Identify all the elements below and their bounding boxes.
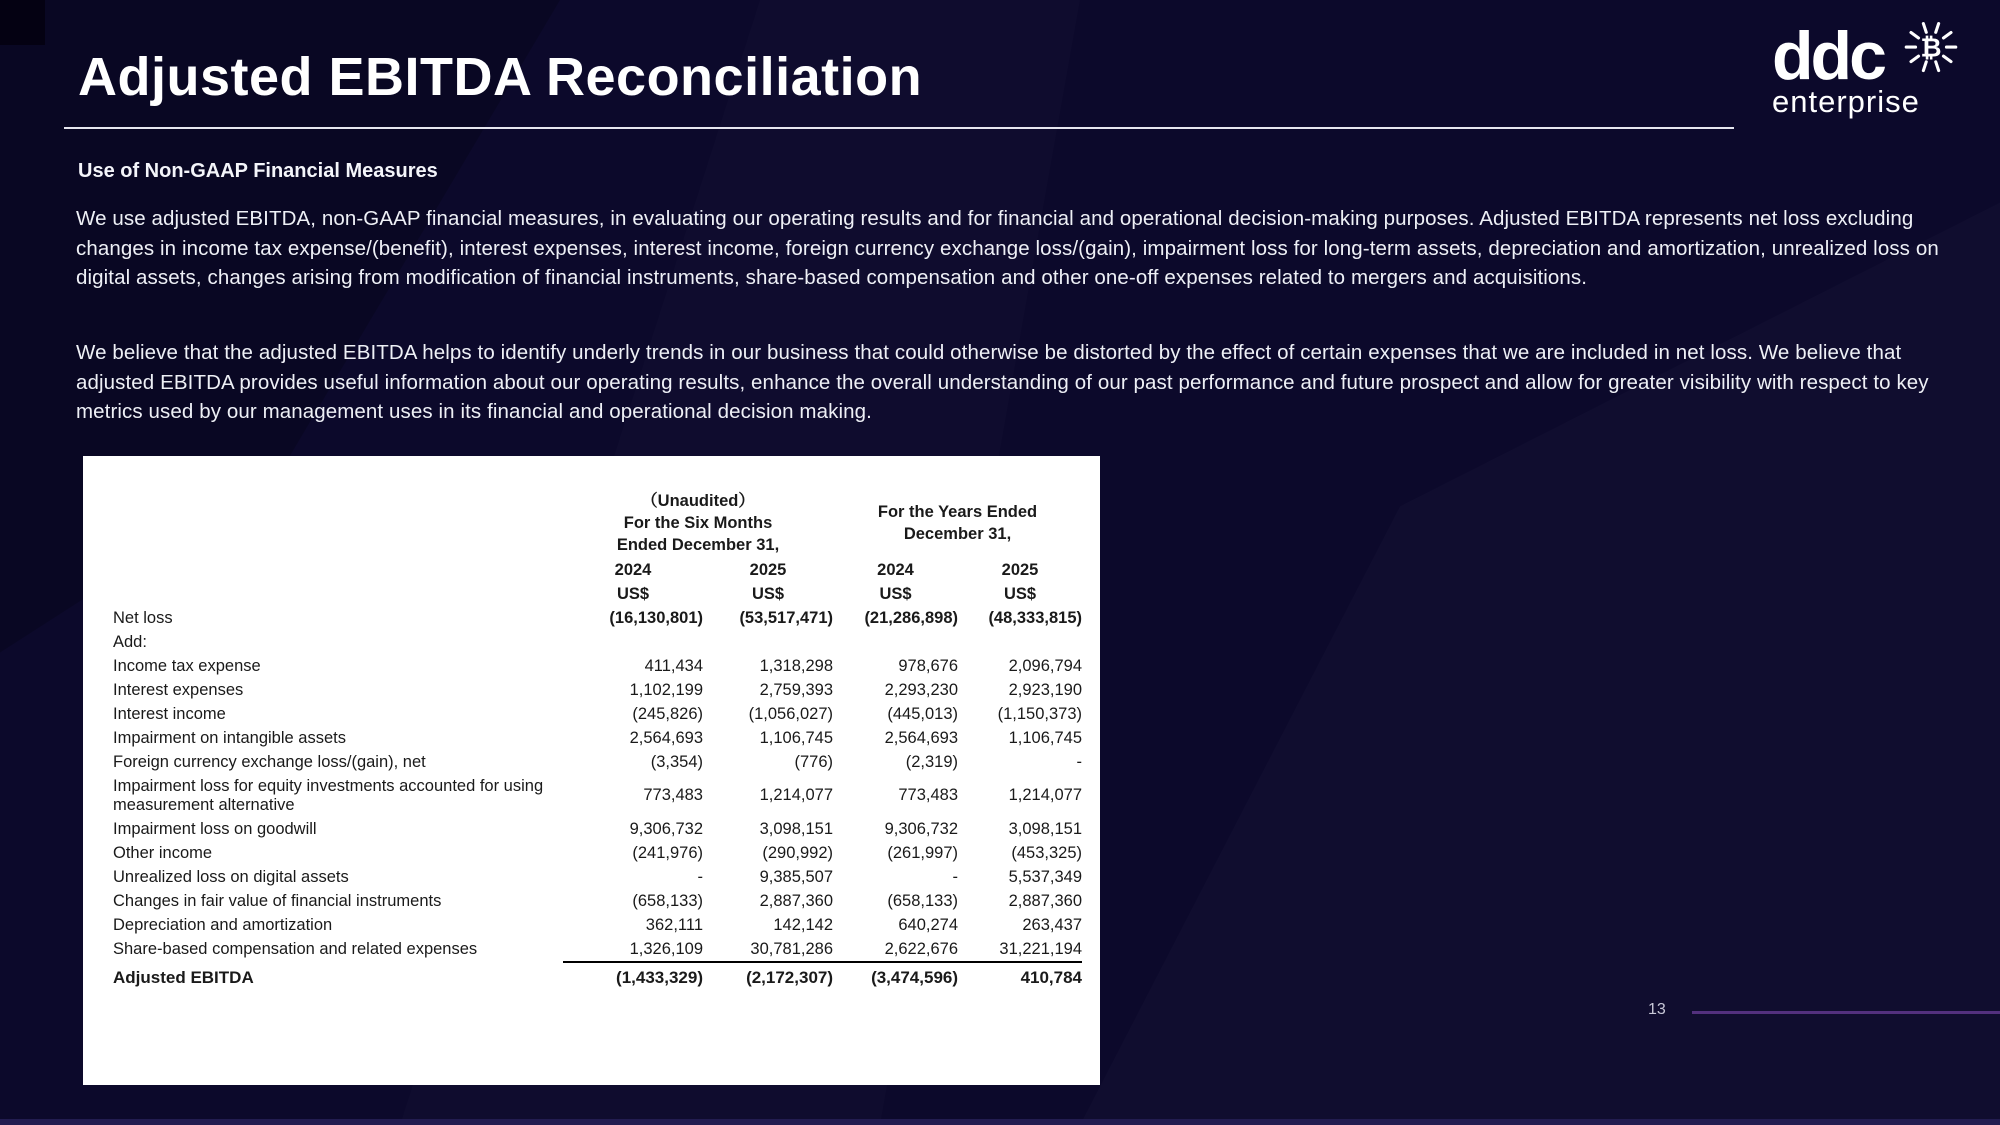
period-header-years-ended: For the Years Ended December 31,	[877, 502, 1038, 543]
row-value: 2,887,360	[1008, 891, 1083, 910]
row-value: 773,483	[898, 786, 959, 804]
row-value: 2,887,360	[759, 891, 834, 910]
bottom-accent-strip	[0, 1119, 2000, 1125]
row-value: (1,150,373)	[997, 704, 1083, 723]
row-value	[703, 630, 833, 654]
table-row	[113, 750, 1082, 774]
currency-row	[113, 582, 1082, 606]
table-row	[113, 726, 1082, 750]
body-paragraph-2: We believe that the adjusted EBITDA helps to identify underly trends in our business that could otherwise be distorted by the effect of certain expenses that we are included in net loss. We believe that adjusted EBITDA provides useful information about our operating results, enhance the overall understanding of our past performance and future prospect and allow for greater visibility with respect to key metrics used by our management uses in its financial and operational decision making.	[76, 341, 1929, 423]
row-value: 2,096,794	[1008, 656, 1083, 675]
row-value: 640,274	[898, 915, 959, 934]
corner-accent	[0, 0, 45, 45]
row-value: 1,102,199	[629, 680, 703, 699]
row-label: Unrealized loss on digital assets	[113, 867, 349, 886]
logo-brand-text: ddc	[1772, 18, 1884, 94]
row-value: (1,056,027)	[748, 704, 834, 723]
row-label: Interest income	[113, 704, 226, 723]
year-column-header: 2025	[749, 560, 787, 579]
row-label: Depreciation and amortization	[113, 915, 333, 934]
table-row	[113, 841, 1082, 865]
period-header-six-months: （Unaudited） For the Six Months Ended December 31,	[563, 487, 833, 558]
row-value: (453,325)	[1011, 843, 1083, 862]
row-value: 978,676	[898, 656, 959, 675]
table-row	[113, 630, 1082, 654]
table-row	[113, 678, 1082, 702]
row-value: 9,306,732	[884, 819, 959, 838]
table-row	[113, 702, 1082, 726]
row-value: 362,111	[645, 915, 703, 934]
table-row	[113, 654, 1082, 678]
row-value: 2,293,230	[884, 680, 959, 699]
row-value: 9,385,507	[759, 867, 834, 886]
row-value: 2,923,190	[1008, 680, 1083, 699]
logo-sub-text: enterprise	[1772, 84, 1920, 119]
row-value: (776)	[794, 752, 834, 771]
row-value: (3,354)	[650, 752, 703, 771]
row-value: -	[697, 867, 703, 886]
company-logo	[1772, 18, 1982, 120]
row-label: Other income	[113, 843, 213, 862]
row-value: (241,976)	[632, 843, 703, 862]
row-value: (658,133)	[887, 891, 959, 910]
currency-column-header: US$	[1003, 584, 1037, 603]
row-label: Interest expenses	[113, 680, 244, 699]
row-value: 2,622,676	[833, 937, 958, 962]
row-value: (21,286,898)	[864, 608, 959, 627]
table-row	[113, 962, 1082, 991]
row-value: 1,214,077	[759, 786, 834, 804]
page-number: 13	[1648, 1001, 1666, 1018]
row-value: 2,564,693	[629, 728, 703, 747]
row-value: (290,992)	[762, 843, 834, 862]
row-value: (3,474,596)	[871, 968, 959, 987]
row-value: 3,098,151	[759, 819, 834, 838]
table-row	[113, 606, 1082, 630]
row-value: 2,564,693	[884, 728, 959, 747]
unaudited-label: （Unaudited）	[641, 491, 755, 510]
row-value: (261,997)	[887, 843, 959, 862]
bitcoin-burst-icon	[1898, 12, 1964, 78]
row-value: (1,433,329)	[616, 968, 703, 987]
row-label: Net loss	[113, 608, 173, 627]
row-value: 30,781,286	[703, 937, 833, 962]
currency-column-header: US$	[751, 584, 785, 603]
reconciliation-table	[113, 487, 1082, 991]
table-row	[113, 913, 1082, 937]
row-label: Impairment loss on goodwill	[113, 819, 317, 838]
header-spacer	[113, 487, 563, 558]
row-label: Share-based compensation and related expenses	[113, 940, 478, 958]
row-value: (445,013)	[887, 704, 959, 723]
row-label: Changes in fair value of financial instruments	[113, 891, 442, 910]
row-label: Impairment loss for equity investments accounted for using measurement alternative	[113, 776, 544, 814]
row-value: 411,434	[644, 656, 703, 675]
title-underline	[64, 127, 1734, 129]
table-row	[113, 774, 1082, 817]
year-column-header: 2025	[1001, 560, 1039, 579]
currency-column-header: US$	[616, 584, 650, 603]
year-column-header: 2024	[877, 560, 914, 579]
years-row	[113, 558, 1082, 582]
row-value: (245,826)	[632, 704, 703, 723]
row-value: (658,133)	[632, 891, 703, 910]
row-value: (2,319)	[905, 752, 959, 771]
row-value: 1,106,745	[1008, 728, 1083, 747]
row-value: 1,326,109	[563, 937, 703, 962]
row-value: 3,098,151	[1008, 819, 1083, 838]
row-value: (48,333,815)	[988, 608, 1083, 627]
currency-column-header: US$	[879, 584, 912, 603]
row-label: Income tax expense	[113, 656, 261, 675]
row-value: (2,172,307)	[746, 968, 834, 987]
row-value: -	[1076, 752, 1083, 771]
table-row	[113, 817, 1082, 841]
row-label: Foreign currency exchange loss/(gain), net	[113, 752, 426, 771]
table-row	[113, 865, 1082, 889]
row-label: Add:	[113, 632, 147, 651]
table-row	[113, 889, 1082, 913]
section-heading: Use of Non-GAAP Financial Measures	[78, 160, 438, 182]
row-label: Impairment on intangible assets	[113, 728, 346, 747]
reconciliation-table-body	[113, 606, 1082, 991]
row-value: 5,537,349	[1008, 867, 1083, 886]
row-value: 263,437	[1022, 915, 1083, 934]
row-value: (16,130,801)	[609, 608, 703, 627]
row-value: -	[952, 867, 959, 886]
reconciliation-table-card	[83, 456, 1100, 1085]
row-value: 142,142	[773, 915, 834, 934]
bitcoin-symbol: ₿	[1920, 33, 1942, 64]
page-title: Adjusted EBITDA Reconciliation	[78, 47, 923, 107]
row-value: 1,318,298	[759, 656, 834, 675]
body-paragraph-1: We use adjusted EBITDA, non-GAAP financial measures, in evaluating our operating results and for financial and operational decision-making purposes. Adjusted EBITDA represents net loss excluding changes in income tax expense/(benefit), interest expenses, interest income, foreign currency exchange loss/(gain), impairment loss for long-term assets, depreciation and amortization, unrealized loss on digital assets, changes arising from modification of financial instruments, share-based compensation and other one-off expenses related to mergers and acquisitions.	[76, 207, 1939, 289]
page-number-accent-line	[1692, 1011, 2000, 1014]
row-value: 2,759,393	[759, 680, 834, 699]
period-header-row	[113, 487, 1082, 558]
row-value: 31,221,194	[958, 937, 1082, 962]
row-value: 773,483	[643, 786, 703, 804]
row-value: (53,517,471)	[739, 608, 834, 627]
table-row	[113, 937, 1082, 962]
row-value: 1,106,745	[759, 728, 834, 747]
row-value	[958, 630, 1082, 654]
row-value: 410,784	[1020, 968, 1083, 987]
row-value	[833, 630, 958, 654]
row-value: 9,306,732	[629, 819, 703, 838]
row-value: 1,214,077	[1008, 786, 1083, 804]
row-value	[563, 630, 703, 654]
row-label: Adjusted EBITDA	[113, 967, 254, 987]
year-column-header: 2024	[614, 560, 652, 579]
